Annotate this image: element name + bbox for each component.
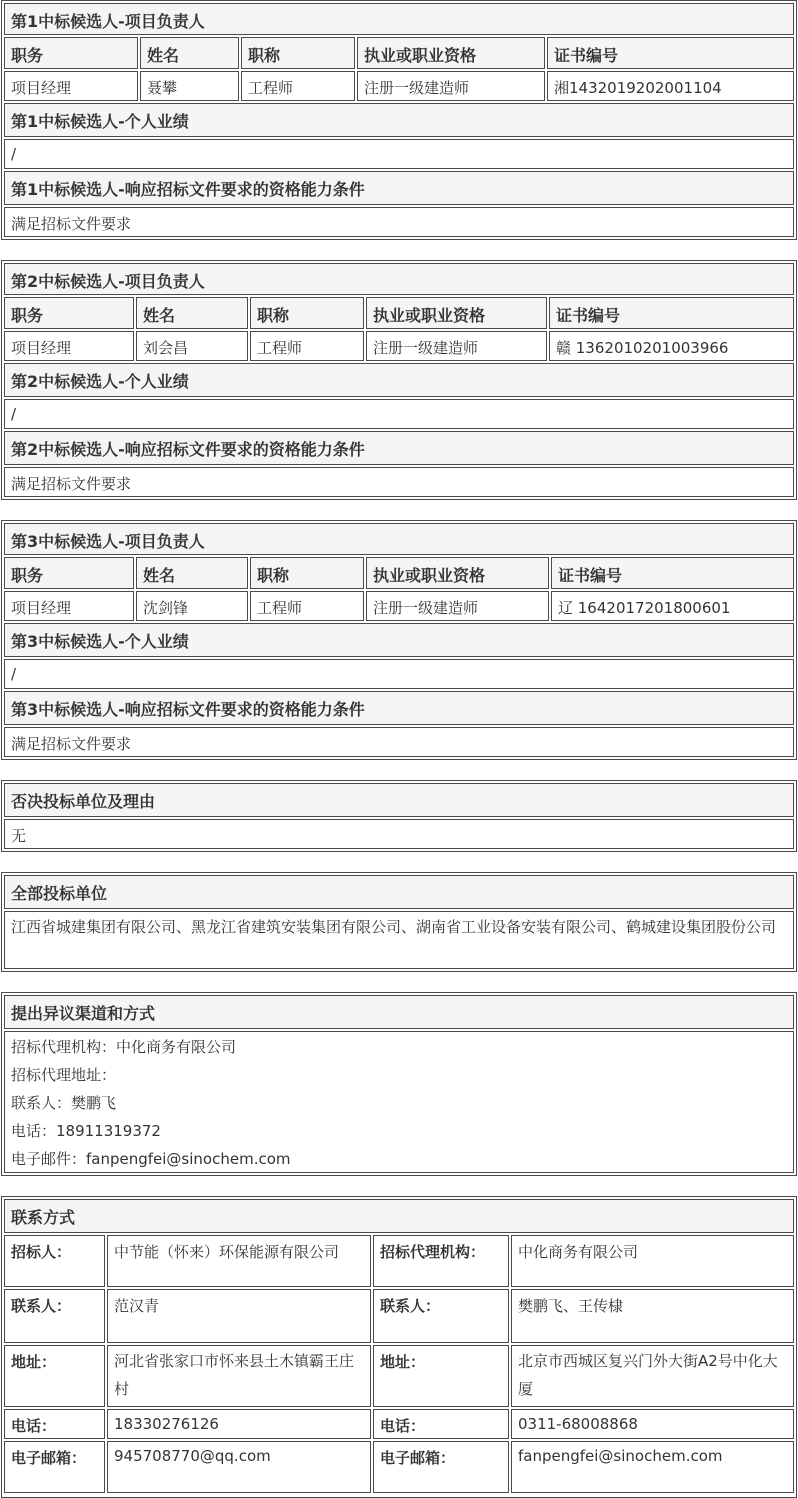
tenderer-contact-value: 范汉青 [107,1289,371,1343]
header-name: 姓名 [136,297,248,329]
candidate-2-leader-title: 第2中标候选人-项目负责人 [4,263,794,295]
candidate-3-perf-title: 第3中标候选人-个人业绩 [4,623,794,657]
candidate-2-name: 刘会昌 [136,331,248,361]
header-qualification: 执业或职业资格 [366,557,549,589]
objection-details [4,1031,794,1173]
header-qualification: 执业或职业资格 [366,297,547,329]
candidate-1-qualification: 注册一级建造师 [357,71,545,101]
objection-contact: 联系人：樊鹏飞 [11,1094,117,1112]
tenderer-phone-value: 18330276126 [107,1409,371,1439]
candidate-2-perf-title: 第2中标候选人-个人业绩 [4,363,794,397]
tenderer-label: 招标人： [4,1235,105,1287]
agency-email-value[interactable]: fanpengfei@sinochem.com [511,1441,794,1493]
tenderer-email-label: 电子邮箱： [4,1441,105,1493]
candidate-1-position: 项目经理 [4,71,138,101]
objection-phone: 电话：18911319372 [11,1122,161,1140]
rejected-title: 否决投标单位及理由 [4,783,794,817]
header-certificate: 证书编号 [547,37,794,69]
agency-address-label: 地址： [373,1345,509,1407]
header-title: 职称 [241,37,355,69]
header-qualification: 执业或职业资格 [357,37,545,69]
tenderer-value: 中节能（怀来）环保能源有限公司 [107,1235,371,1287]
header-certificate: 证书编号 [551,557,794,589]
candidate-3-leader-title: 第3中标候选人-项目负责人 [4,523,794,555]
tenderer-contact-label: 联系人： [4,1289,105,1343]
agency-label: 招标代理机构： [373,1235,509,1287]
candidate-3-perf-value: / [4,659,794,689]
agency-phone-value: 0311-68008868 [511,1409,794,1439]
candidate-1-leader-title: 第1中标候选人-项目负责人 [4,3,794,35]
objection-title: 提出异议渠道和方式 [4,995,794,1029]
header-position: 职务 [4,297,134,329]
header-certificate: 证书编号 [549,297,794,329]
all-bidders-section [1,872,797,972]
candidate-3-qual-title: 第3中标候选人-响应招标文件要求的资格能力条件 [4,691,794,725]
candidate-2-perf-value: / [4,399,794,429]
candidate-2-certificate: 赣 1362010201003966 [549,331,794,361]
candidate-3-name: 沈剑锋 [136,591,248,621]
rejected-value: 无 [4,819,794,849]
candidate-2-qual-title: 第2中标候选人-响应招标文件要求的资格能力条件 [4,431,794,465]
objection-agency: 招标代理机构：中化商务有限公司 [11,1038,237,1056]
header-position: 职务 [4,37,138,69]
candidate-1-title: 工程师 [241,71,355,101]
tenderer-phone-label: 电话： [4,1409,105,1439]
agency-value: 中化商务有限公司 [511,1235,794,1287]
candidate-3-position: 项目经理 [4,591,134,621]
header-name: 姓名 [136,557,248,589]
tenderer-email-value[interactable]: 945708770@qq.com [107,1441,371,1493]
candidate-3-section [1,520,797,760]
candidate-3-qual-value: 满足招标文件要求 [4,727,794,757]
objection-email: 电子邮件：fanpengfei@sinochem.com [11,1150,291,1168]
contact-title: 联系方式 [4,1199,794,1233]
contact-section [1,1196,797,1498]
all-bidders-title: 全部投标单位 [4,875,794,909]
agency-email-label: 电子邮箱： [373,1441,509,1493]
agency-contact-value: 樊鹏飞、王传棣 [511,1289,794,1343]
candidate-1-qual-value: 满足招标文件要求 [4,207,794,237]
header-position: 职务 [4,557,134,589]
rejected-section [1,780,797,852]
header-name: 姓名 [140,37,239,69]
agency-contact-label: 联系人： [373,1289,509,1343]
candidate-2-qualification: 注册一级建造师 [366,331,547,361]
candidate-1-name: 聂攀 [140,71,239,101]
candidate-1-section [1,0,797,240]
candidate-1-qual-title: 第1中标候选人-响应招标文件要求的资格能力条件 [4,171,794,205]
candidate-1-perf-value: / [4,139,794,169]
tenderer-address-label: 地址： [4,1345,105,1407]
candidate-3-title: 工程师 [250,591,364,621]
candidate-1-perf-title: 第1中标候选人-个人业绩 [4,103,794,137]
objection-address: 招标代理地址： [11,1066,117,1084]
candidate-2-section [1,260,797,500]
objection-section [1,992,797,1176]
tenderer-address-value: 河北省张家口市怀来县土木镇霸王庄村 [107,1345,371,1407]
candidate-2-title: 工程师 [250,331,364,361]
agency-address-value: 北京市西城区复兴门外大街A2号中化大厦 [511,1345,794,1407]
candidate-1-certificate: 湘1432019202001104 [547,71,794,101]
agency-phone-label: 电话： [373,1409,509,1439]
candidate-2-position: 项目经理 [4,331,134,361]
header-title: 职称 [250,557,364,589]
candidate-2-qual-value: 满足招标文件要求 [4,467,794,497]
all-bidders-value: 江西省城建集团有限公司、黑龙江省建筑安装集团有限公司、湖南省工业设备安装有限公司、鹤城建设集团股份公司 [4,911,794,969]
header-title: 职称 [250,297,364,329]
candidate-3-certificate: 辽 1642017201800601 [551,591,794,621]
candidate-3-qualification: 注册一级建造师 [366,591,549,621]
